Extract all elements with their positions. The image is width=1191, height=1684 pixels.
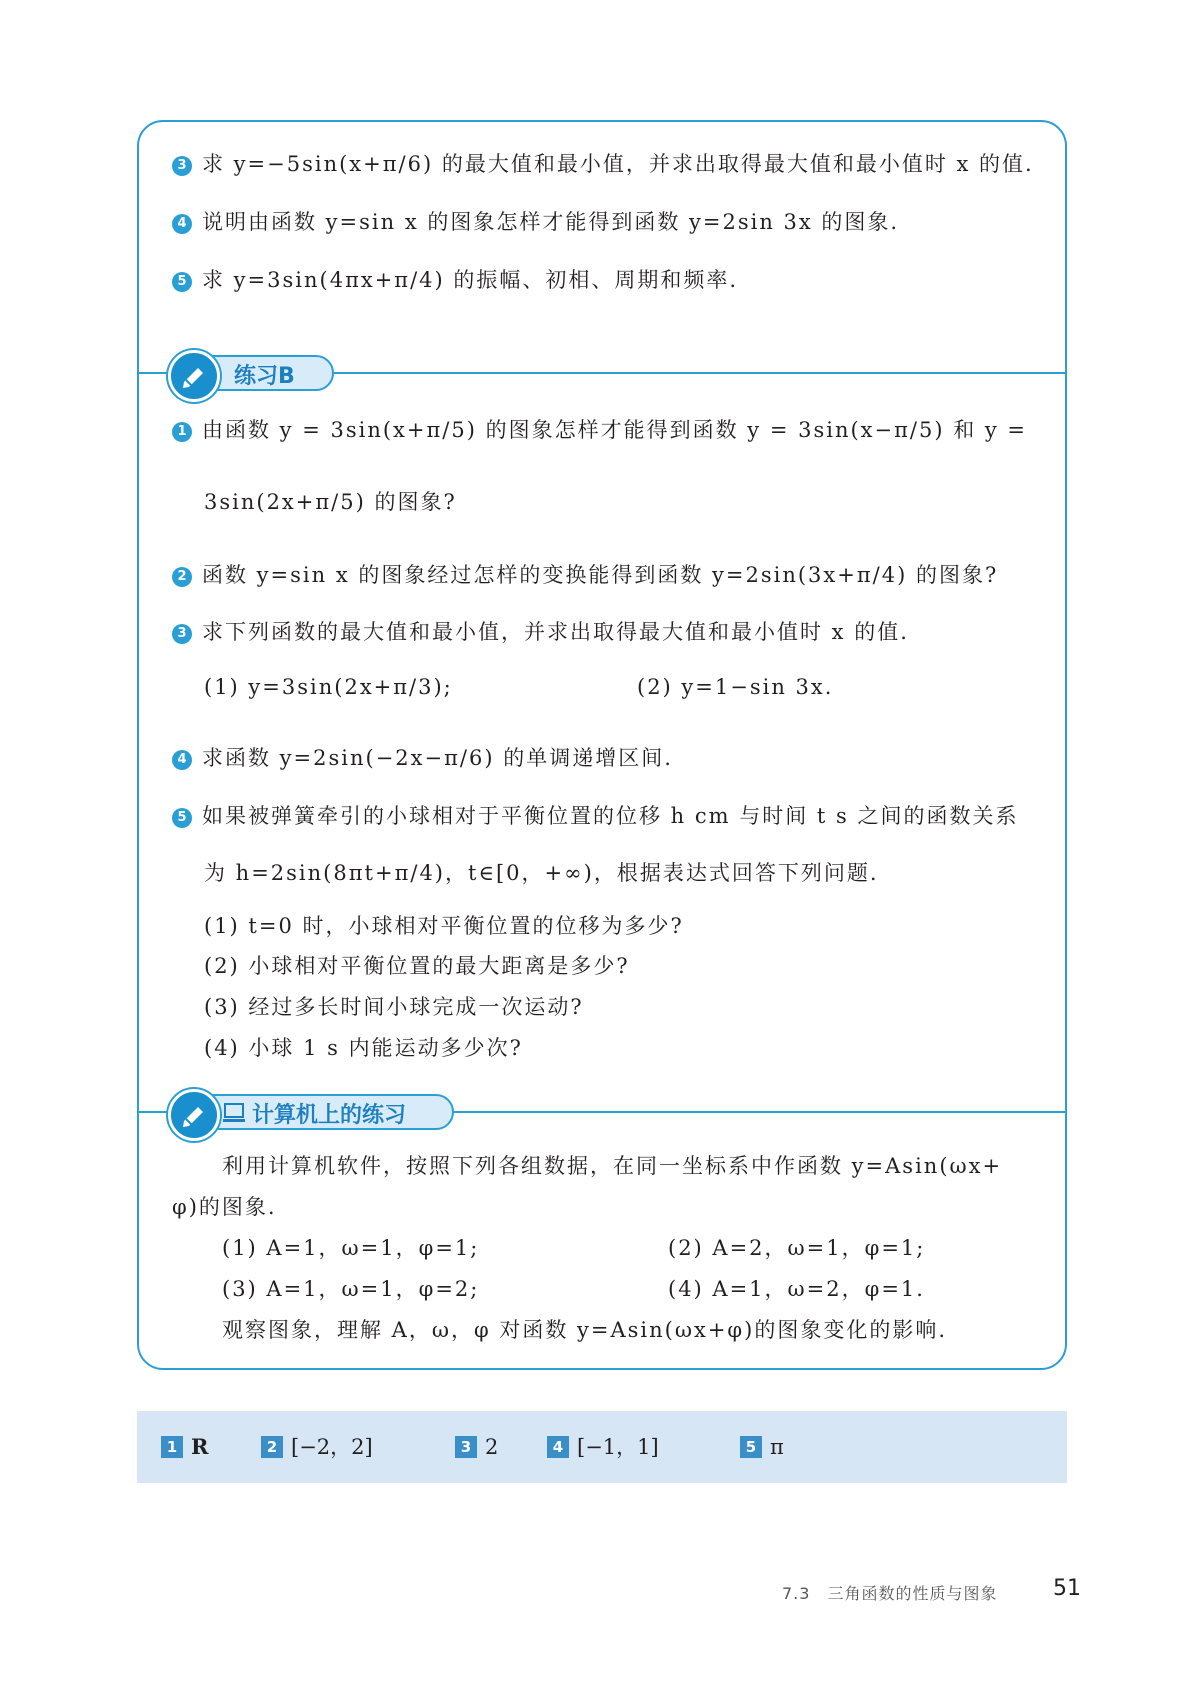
exercise-b-3 <box>172 617 909 647</box>
section-title: 练习B <box>234 364 295 389</box>
item-number: 3 <box>172 624 192 644</box>
item-number: 5 <box>172 272 192 292</box>
answer-number: 2 <box>261 1436 283 1458</box>
pencil-badge-icon <box>168 350 220 402</box>
answer-value: [−1，1] <box>577 1435 659 1459</box>
item-number: 4 <box>172 214 192 234</box>
pencil-badge-icon <box>168 1089 220 1141</box>
item-text: 求下列函数的最大值和最小值，并求出取得最大值和最小值时 x 的值. <box>202 620 909 644</box>
item-text: 如果被弹簧牵引的小球相对于平衡位置的位移 h cm 与时间 t s 之间的函数关系 <box>202 804 1019 828</box>
answer-3 <box>455 1433 498 1461</box>
item-text: 由函数 y = 3sin(x+π/5) 的图象怎样才能得到函数 y = 3sin(x−π/5) 和 y = <box>202 418 1028 442</box>
exercise-b-1-cont: 3sin(2x+π/5) 的图象? <box>204 490 457 514</box>
answer-value: R <box>191 1434 209 1459</box>
item-number: 2 <box>172 567 192 587</box>
computer-icon <box>222 1102 246 1124</box>
item-text: 求 y=−5sin(x+π/6) 的最大值和最小值，并求出取得最大值和最小值时 x 的值. <box>202 152 1034 176</box>
item-text: 求 y=3sin(4πx+π/4) 的振幅、初相、周期和频率. <box>202 268 739 292</box>
item-text: 说明由函数 y=sin x 的图象怎样才能得到函数 y=2sin 3x 的图象. <box>202 210 900 234</box>
exercise-b-4 <box>172 743 673 773</box>
computer-case-2: (2) A=2，ω=1，φ=1; <box>668 1236 926 1260</box>
computer-case-3: (3) A=1，ω=1，φ=2; <box>222 1277 480 1301</box>
exercise-a-3 <box>172 149 1034 179</box>
answer-number: 1 <box>161 1436 183 1458</box>
item-text: 求函数 y=2sin(−2x−π/6) 的单调递增区间. <box>202 746 673 770</box>
answer-number: 4 <box>547 1436 569 1458</box>
answer-number: 5 <box>740 1436 762 1458</box>
exercise-b-5-part-1: (1) t=0 时，小球相对平衡位置的位移为多少? <box>204 914 684 938</box>
item-number: 1 <box>172 422 192 442</box>
computer-closing: 观察图象，理解 A，ω，φ 对函数 y=Asin(ωx+φ)的图象变化的影响. <box>222 1318 947 1342</box>
exercise-b-5 <box>172 801 1018 831</box>
page-number: 51 <box>1053 1576 1081 1601</box>
exercise-b-5-part-3: (3) 经过多长时间小球完成一次运动? <box>204 995 584 1019</box>
exercise-a-4 <box>172 207 899 237</box>
section-running-head: 7.3 三角函数的性质与图象 <box>782 1584 998 1603</box>
item-number: 3 <box>172 156 192 176</box>
section-title: 计算机上的练习 <box>252 1103 407 1128</box>
answer-2 <box>261 1433 373 1461</box>
item-text: 函数 y=sin x 的图象经过怎样的变换能得到函数 y=2sin(3x+π/4) 的图象? <box>202 563 999 587</box>
answer-value: [−2，2] <box>291 1435 373 1459</box>
exercise-b-5-part-2: (2) 小球相对平衡位置的最大距离是多少? <box>204 954 630 978</box>
answer-strip <box>137 1411 1067 1483</box>
exercise-b-3-part-2: (2) y=1−sin 3x. <box>637 675 834 699</box>
answer-4 <box>547 1433 659 1461</box>
computer-case-4: (4) A=1，ω=2，φ=1. <box>668 1277 925 1301</box>
exercise-b-1 <box>172 415 1027 445</box>
exercise-b-5-part-4: (4) 小球 1 s 内能运动多少次? <box>204 1036 523 1060</box>
item-number: 5 <box>172 808 192 828</box>
answer-1 <box>161 1433 208 1461</box>
computer-intro-cont: φ)的图象. <box>172 1195 277 1219</box>
answer-value: 2 <box>485 1435 499 1459</box>
exercise-a-5 <box>172 265 738 295</box>
answer-5 <box>740 1433 784 1461</box>
computer-case-1: (1) A=1，ω=1，φ=1; <box>222 1236 480 1260</box>
exercise-b-5-cont: 为 h=2sin(8πt+π/4)，t∈[0，+∞)，根据表达式回答下列问题. <box>204 861 879 885</box>
exercise-b-2 <box>172 560 998 590</box>
answer-number: 3 <box>455 1436 477 1458</box>
computer-intro: 利用计算机软件，按照下列各组数据，在同一坐标系中作函数 y=Asin(ωx+ <box>222 1154 1003 1178</box>
answer-value: π <box>770 1435 784 1459</box>
exercise-b-3-part-1: (1) y=3sin(2x+π/3); <box>204 675 453 699</box>
item-number: 4 <box>172 750 192 770</box>
